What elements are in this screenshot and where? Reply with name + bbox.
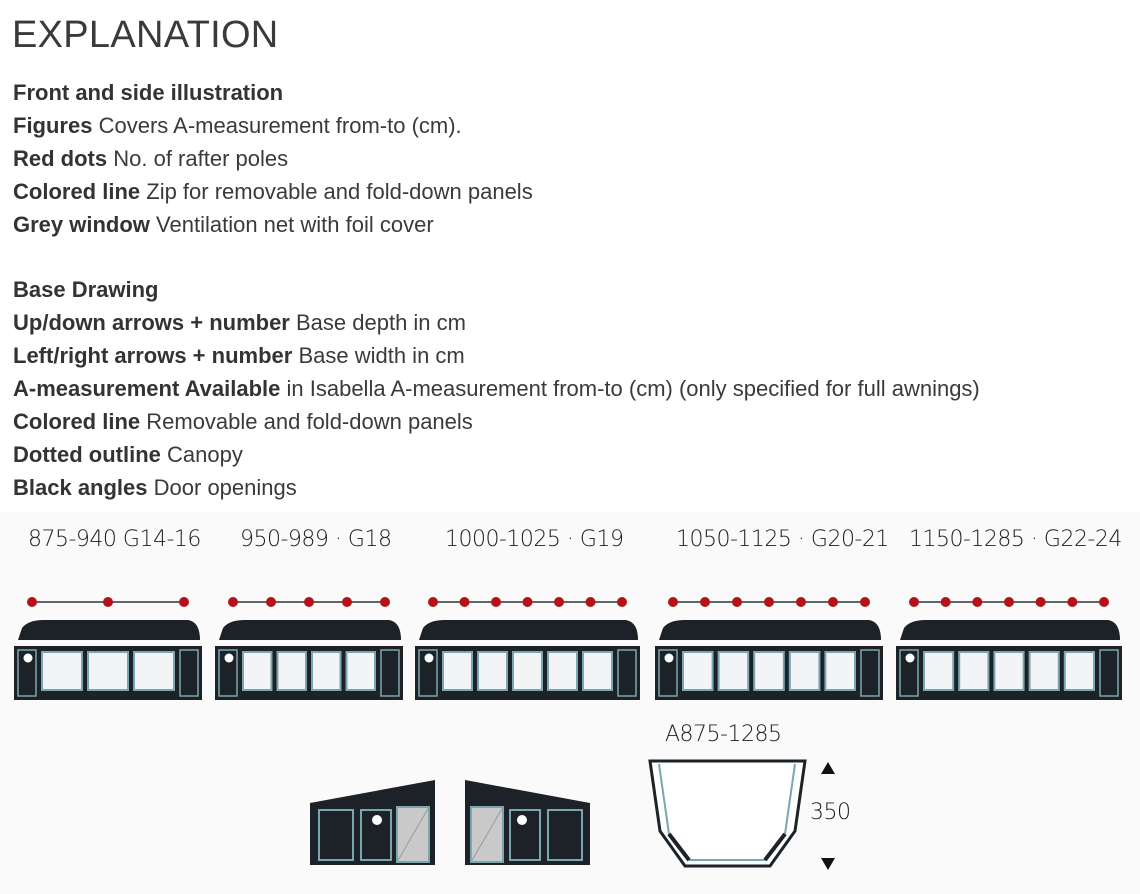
- rafter-pole-dot: [941, 597, 951, 607]
- awning-window: [278, 652, 307, 690]
- rafter-pole-dot: [266, 597, 276, 607]
- awning-roof: [659, 620, 881, 640]
- rafter-pole-dot: [828, 597, 838, 607]
- awning-window: [994, 652, 1023, 690]
- a-measurement-label: A875-1285: [665, 722, 782, 747]
- porthole: [225, 654, 234, 663]
- rafter-pole-dot: [428, 597, 438, 607]
- page-title: EXPLANATION: [12, 14, 279, 56]
- legend-item: Left/right arrows + number Base width in cm: [13, 343, 465, 368]
- porthole: [665, 654, 674, 663]
- section-heading: Base Drawing: [13, 277, 159, 302]
- awning-roof: [900, 620, 1120, 640]
- legend-item: A-measurement Available in Isabella A-measurement from-to (cm) (only specified for full awnings): [13, 376, 980, 401]
- legend-item: Colored line Removable and fold-down panels: [13, 409, 473, 434]
- porthole: [425, 654, 434, 663]
- section-heading: Front and side illustration: [13, 80, 284, 105]
- arrow-up-icon: [821, 762, 835, 774]
- rafter-pole-dot: [764, 597, 774, 607]
- rafter-pole-dot: [1067, 597, 1077, 607]
- rafter-pole-dot: [380, 597, 390, 607]
- awning-window: [312, 652, 341, 690]
- awning-window: [683, 652, 713, 690]
- rafter-pole-dot: [103, 597, 113, 607]
- awning-label: 1150-1285 · G22-24: [909, 527, 1122, 552]
- awning-label: 875-940 G14-16: [28, 527, 201, 552]
- rafter-pole-dot: [1036, 597, 1046, 607]
- awning-roof: [219, 620, 401, 640]
- porthole: [24, 654, 33, 663]
- rafter-pole-dot: [796, 597, 806, 607]
- legend-item: Colored line Zip for removable and fold-down panels: [13, 179, 533, 204]
- porthole: [906, 654, 915, 663]
- rafter-pole-dot: [554, 597, 564, 607]
- rafter-pole-dot: [228, 597, 238, 607]
- awning-window: [478, 652, 507, 690]
- rafter-pole-dot: [617, 597, 627, 607]
- rafter-pole-dot: [1099, 597, 1109, 607]
- legend-item: Black angles Door openings: [13, 475, 297, 500]
- awning-window: [42, 652, 82, 690]
- rafter-pole-dot: [668, 597, 678, 607]
- side-illustration-left: [305, 775, 445, 870]
- awning-window: [548, 652, 577, 690]
- awning-illustrations: [0, 580, 1140, 720]
- rafter-pole-dot: [304, 597, 314, 607]
- awning-window: [243, 652, 272, 690]
- awning-label: 1000-1025 · G19: [445, 527, 624, 552]
- awning-window: [1065, 652, 1094, 690]
- legend-item: Grey window Ventilation net with foil cover: [13, 212, 434, 237]
- awning-window: [719, 652, 749, 690]
- awning-window: [959, 652, 988, 690]
- legend-item: Red dots No. of rafter poles: [13, 146, 289, 171]
- awning-window: [134, 652, 174, 690]
- rafter-pole-dot: [342, 597, 352, 607]
- awning-window: [924, 652, 953, 690]
- rafter-pole-dot: [491, 597, 501, 607]
- legend-item: Dotted outline Canopy: [13, 442, 243, 467]
- awning-window: [88, 652, 128, 690]
- side-illustration-right: [460, 775, 600, 870]
- rafter-pole-dot: [860, 597, 870, 607]
- rafter-pole-dot: [460, 597, 470, 607]
- rafter-pole-dot: [732, 597, 742, 607]
- rafter-pole-dot: [1004, 597, 1014, 607]
- rafter-pole-dot: [586, 597, 596, 607]
- section-front-side: [13, 76, 533, 241]
- rafter-pole-dot: [909, 597, 919, 607]
- awning-window: [825, 652, 855, 690]
- awning-window: [513, 652, 542, 690]
- awning-window: [1030, 652, 1059, 690]
- base-drawing: [645, 756, 815, 876]
- rafter-pole-dot: [700, 597, 710, 607]
- section-base-drawing: [13, 273, 980, 504]
- awning-label: 950-989 · G18: [240, 527, 392, 552]
- awning-window: [583, 652, 612, 690]
- rafter-pole-dot: [972, 597, 982, 607]
- rafter-pole-dot: [27, 597, 37, 607]
- rafter-pole-dot: [179, 597, 189, 607]
- arrow-down-icon: [821, 858, 835, 870]
- legend-item: Figures Covers A-measurement from-to (cm).: [13, 113, 462, 138]
- rafter-pole-dot: [523, 597, 533, 607]
- awning-window: [347, 652, 376, 690]
- awning-window: [443, 652, 472, 690]
- awning-label: 1050-1125 · G20-21: [676, 527, 889, 552]
- awning-roof: [18, 620, 200, 640]
- awning-window: [790, 652, 820, 690]
- awning-roof: [419, 620, 638, 640]
- base-depth-value: 350: [810, 800, 851, 825]
- awning-window: [754, 652, 784, 690]
- legend-item: Up/down arrows + number Base depth in cm: [13, 310, 466, 335]
